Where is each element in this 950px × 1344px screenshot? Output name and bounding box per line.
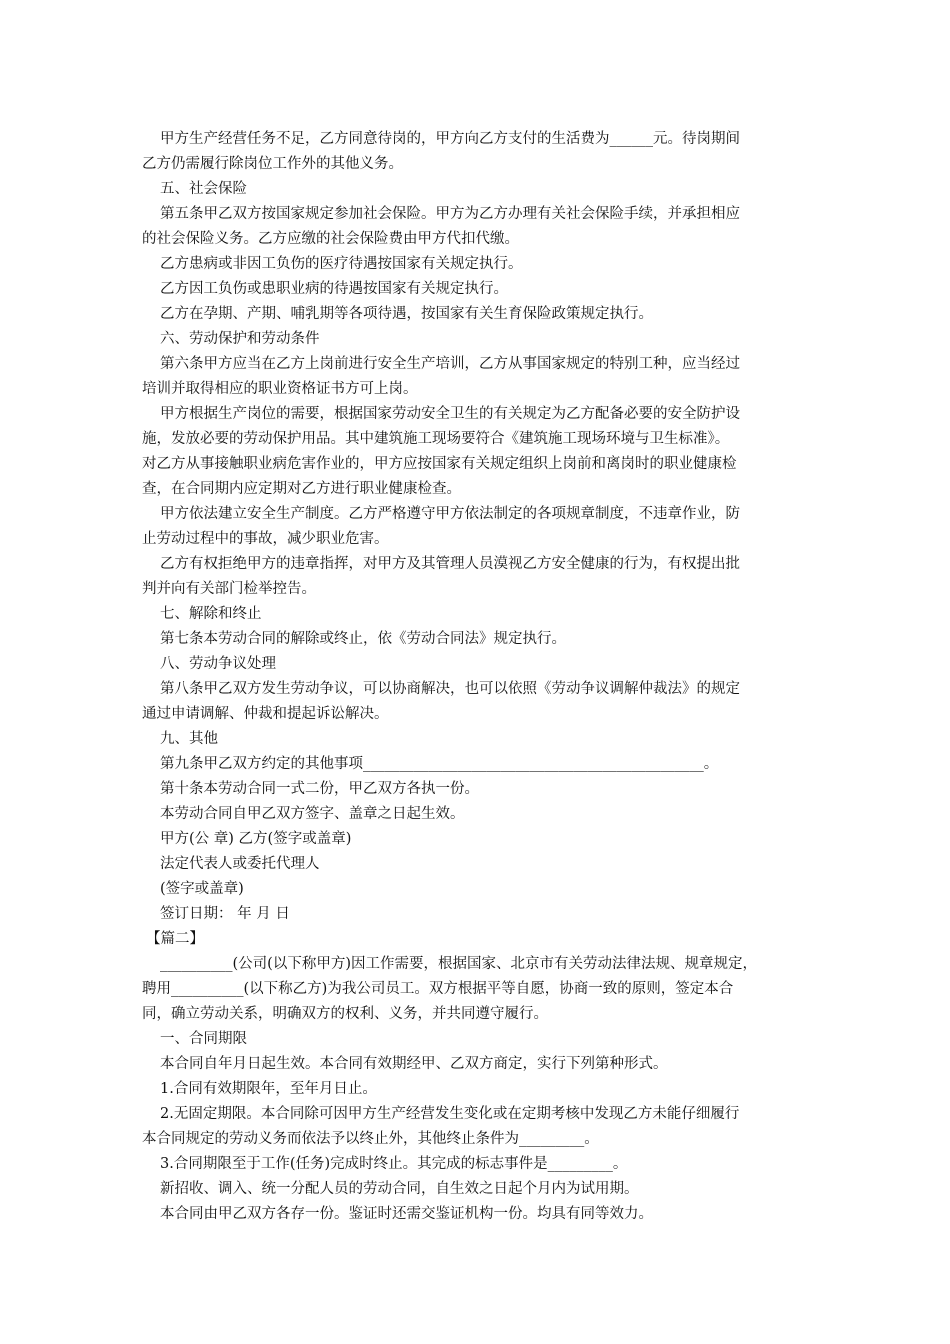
part-heading: 【篇二】 bbox=[146, 931, 204, 947]
paragraph-line: 新招收、调入、统一分配人员的劳动合同，自生效之日起个月内为试用期。 bbox=[160, 1181, 639, 1197]
signature-line: (签字或盖章) bbox=[160, 881, 244, 897]
paragraph-line: 乙方因工负伤或患职业病的待遇按国家有关规定执行。 bbox=[160, 281, 508, 297]
paragraph-line: __________(公司(以下称甲方)因工作需要，根据国家、北京市有关劳动法律法规、规章规定， bbox=[160, 956, 757, 972]
section-heading: 九、其他 bbox=[160, 731, 218, 747]
paragraph-line: 3.合同期限至于工作(任务)完成时终止。其完成的标志事件是_________。 bbox=[160, 1156, 628, 1172]
paragraph-line: 本合同由甲乙双方各存一份。鉴证时还需交鉴证机构一份。均具有同等效力。 bbox=[160, 1206, 653, 1222]
paragraph-line: 乙方在孕期、产期、哺乳期等各项待遇，按国家有关生育保险政策规定执行。 bbox=[160, 306, 653, 322]
paragraph-line: 查，在合同期内应定期对乙方进行职业健康检查。 bbox=[142, 481, 461, 497]
section-heading: 七、解除和终止 bbox=[160, 606, 262, 622]
paragraph-line: 第八条甲乙双方发生劳动争议，可以协商解决，也可以依照《劳动争议调解仲裁法》的规定 bbox=[160, 681, 740, 697]
paragraph-line: 同，确立劳动关系，明确双方的权利、义务，并共同遵守履行。 bbox=[142, 1006, 548, 1022]
paragraph-line: 甲方根据生产岗位的需要，根据国家劳动安全卫生的有关规定为乙方配备必要的安全防护设 bbox=[160, 406, 740, 422]
paragraph-line: 施，发放必要的劳动保护用品。其中建筑施工现场要符合《建筑施工现场环境与卫生标准》。 bbox=[142, 431, 730, 447]
paragraph-line: 判并向有关部门检举控告。 bbox=[142, 581, 316, 597]
paragraph-line: 第五条甲乙双方按国家规定参加社会保险。甲方为乙方办理有关社会保险手续，并承担相应 bbox=[160, 206, 740, 222]
paragraph-line: 通过申请调解、仲裁和提起诉讼解决。 bbox=[142, 706, 389, 722]
paragraph-line: 止劳动过程中的事故，减少职业危害。 bbox=[142, 531, 389, 547]
section-heading: 六、劳动保护和劳动条件 bbox=[160, 331, 320, 347]
paragraph-line: 本合同自年月日起生效。本合同有效期经甲、乙双方商定，实行下列第种形式。 bbox=[160, 1056, 668, 1072]
paragraph-line: 本合同规定的劳动义务而依法予以终止外，其他终止条件为_________。 bbox=[142, 1131, 599, 1147]
paragraph-line: 第十条本劳动合同一式二份，甲乙双方各执一份。 bbox=[160, 781, 479, 797]
paragraph-line: 培训并取得相应的职业资格证书方可上岗。 bbox=[142, 381, 418, 397]
paragraph-line: 1.合同有效期限年，至年月日止。 bbox=[160, 1081, 377, 1097]
paragraph-line: 对乙方从事接触职业病危害作业的，甲方应按国家有关规定组织上岗前和离岗时的职业健康检 bbox=[142, 456, 737, 472]
signature-line: 法定代表人或委托代理人 bbox=[160, 856, 320, 872]
paragraph-line: 甲方生产经营任务不足，乙方同意待岗的，甲方向乙方支付的生活费为______元。待岗期间 bbox=[160, 131, 740, 147]
paragraph-line: 第六条甲方应当在乙方上岗前进行安全生产培训，乙方从事国家规定的特别工种，应当经过 bbox=[160, 356, 740, 372]
paragraph-line: 乙方有权拒绝甲方的违章指挥，对甲方及其管理人员漠视乙方安全健康的行为，有权提出批 bbox=[160, 556, 740, 572]
section-heading: 八、劳动争议处理 bbox=[160, 656, 276, 672]
signature-line: 甲方(公 章) 乙方(签字或盖章) bbox=[160, 831, 352, 847]
paragraph-line: 聘用__________(以下称乙方)为我公司员工。双方根据平等自愿，协商一致的原则，签定本合 bbox=[142, 981, 734, 997]
signing-date-line: 签订日期： 年 月 日 bbox=[160, 906, 290, 922]
paragraph-line: 第九条甲乙双方约定的其他事项_______________________________________________。 bbox=[160, 756, 719, 772]
paragraph-line: 第七条本劳动合同的解除或终止，依《劳动合同法》规定执行。 bbox=[160, 631, 566, 647]
paragraph-line: 2.无固定期限。本合同除可因甲方生产经营发生变化或在定期考核中发现乙方未能仔细履行 bbox=[160, 1106, 740, 1122]
paragraph-line: 乙方仍需履行除岗位工作外的其他义务。 bbox=[142, 156, 403, 172]
section-heading: 五、社会保险 bbox=[160, 181, 247, 197]
paragraph-line: 的社会保险义务。乙方应缴的社会保险费由甲方代扣代缴。 bbox=[142, 231, 519, 247]
section-heading: 一、合同期限 bbox=[160, 1031, 247, 1047]
paragraph-line: 甲方依法建立安全生产制度。乙方严格遵守甲方依法制定的各项规章制度，不违章作业，防 bbox=[160, 506, 740, 522]
paragraph-line: 乙方患病或非因工负伤的医疗待遇按国家有关规定执行。 bbox=[160, 256, 523, 272]
paragraph-line: 本劳动合同自甲乙双方签字、盖章之日起生效。 bbox=[160, 806, 465, 822]
